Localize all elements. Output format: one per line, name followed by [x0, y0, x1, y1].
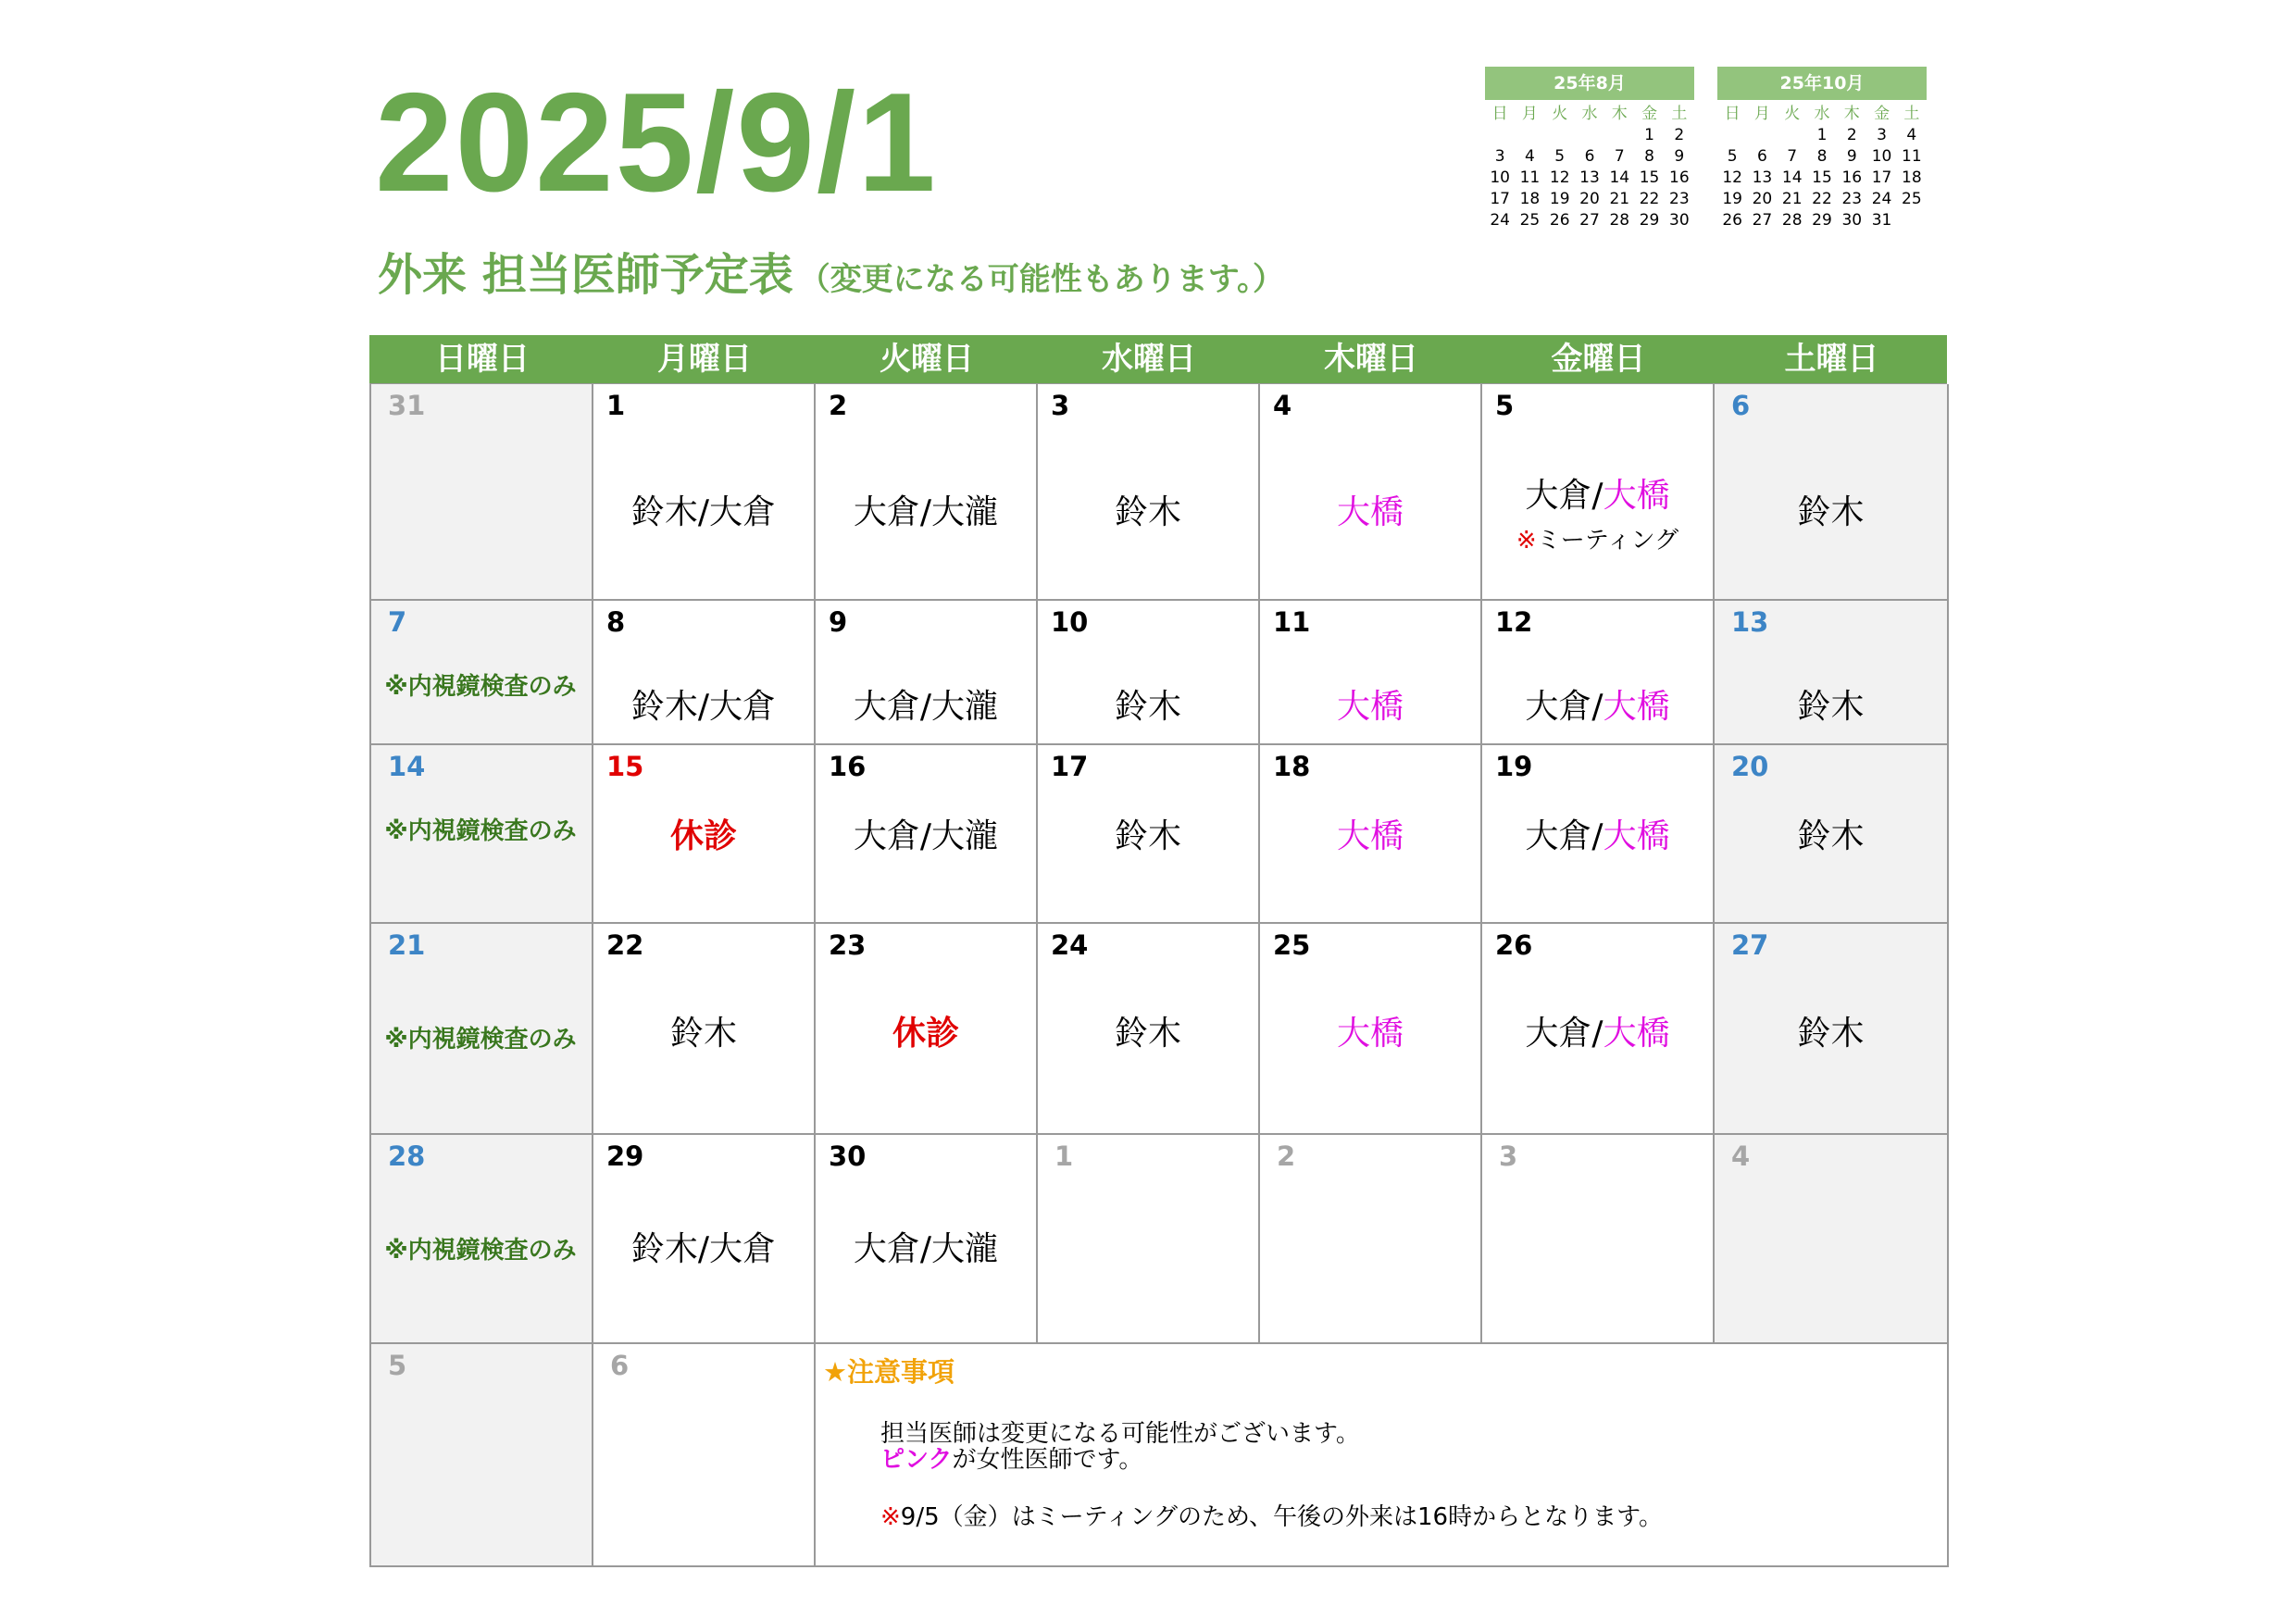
- mini-weekday: 火: [1784, 105, 1801, 123]
- mini-day: 28: [1609, 211, 1630, 230]
- doctor-assignment: [1038, 486, 1258, 533]
- day-number: 26: [1495, 929, 1533, 961]
- mini-day: 17: [1871, 168, 1892, 187]
- calendar-day-cell: [1038, 384, 1260, 601]
- mini-day: 7: [1614, 147, 1625, 166]
- calendar-day-cell: [1260, 745, 1482, 924]
- calendar-day-cell: [816, 745, 1038, 924]
- mini-weekday: 木: [1611, 105, 1628, 123]
- mini-weekday: 月: [1753, 105, 1770, 123]
- weekday-header: [369, 335, 1947, 383]
- mini-weekday: 木: [1843, 105, 1860, 123]
- calendar-day-cell: [1038, 924, 1260, 1135]
- mini-day: 25: [1519, 211, 1541, 230]
- calendar-day-cell: [1715, 745, 1949, 924]
- doctor-name: 鈴木: [1114, 688, 1181, 726]
- mini-day: 7: [1787, 147, 1798, 166]
- notes-line: 担当医師は変更になる可能性がございます。: [880, 1420, 1360, 1448]
- doctor-assignment: [1482, 680, 1713, 728]
- mini-day: [1485, 125, 1515, 146]
- doctor-name: 大橋: [1336, 817, 1404, 855]
- mini-day: 31: [1871, 211, 1892, 230]
- day-number: 4: [1273, 390, 1292, 421]
- calendar-day-cell: [593, 384, 816, 601]
- calendar-day-cell: [1260, 384, 1482, 601]
- mini-day: 27: [1579, 211, 1600, 230]
- doctor-assignment: [1715, 680, 1947, 728]
- doctor-name: 鈴木: [1114, 1015, 1181, 1053]
- calendar-day-cell: [593, 1135, 816, 1344]
- day-number: 19: [1495, 751, 1533, 782]
- doctor-assignment: [1260, 1007, 1480, 1054]
- doctor-name: 鈴木: [1797, 493, 1865, 531]
- calendar-day-cell: [371, 1344, 593, 1567]
- day-number: 17: [1051, 751, 1089, 782]
- mini-day: 24: [1490, 211, 1510, 230]
- notes-panel: [816, 1344, 1949, 1567]
- mini-day: 2: [1674, 126, 1685, 144]
- day-number: 29: [606, 1140, 644, 1172]
- mini-calendar-october: [1717, 67, 1927, 231]
- mini-day: 19: [1722, 190, 1742, 208]
- calendar-day-cell: [1482, 601, 1715, 745]
- calendar-day-cell: [1482, 924, 1715, 1135]
- mini-day: 12: [1722, 168, 1742, 187]
- doctor-name: 鈴木: [1797, 688, 1865, 726]
- doctor-name: 鈴木: [1797, 1015, 1865, 1053]
- calendar-day-cell: [816, 924, 1038, 1135]
- day-number: 27: [1731, 929, 1769, 961]
- mini-day: 9: [1846, 147, 1857, 166]
- day-number: 4: [1731, 1140, 1751, 1172]
- mini-weekday: 火: [1552, 105, 1568, 123]
- weekday-label: 水曜日: [1102, 341, 1196, 378]
- mini-calendar-august: [1485, 67, 1694, 231]
- mini-day: 3: [1494, 147, 1505, 166]
- mini-weekday: 日: [1724, 105, 1741, 123]
- day-number: 7: [388, 606, 407, 638]
- mini-day: 16: [1669, 168, 1690, 187]
- calendar-day-cell: [1715, 1135, 1949, 1344]
- schedule-calendar: [369, 335, 1947, 1567]
- mini-day: 16: [1841, 168, 1863, 187]
- day-number: 6: [1731, 390, 1751, 421]
- doctor-assignment: [1260, 680, 1480, 728]
- doctor-assignment: [593, 680, 814, 728]
- mini-day: 18: [1902, 168, 1922, 187]
- doctor-name: 鈴木: [1114, 817, 1181, 855]
- doctor-assignment: [816, 680, 1036, 728]
- day-number: 3: [1499, 1140, 1518, 1172]
- doctor-name: 大倉/大瀧: [853, 688, 999, 726]
- mini-day: 22: [1812, 190, 1832, 208]
- calendar-day-cell: [371, 601, 593, 745]
- doctor-name: 大橋: [1603, 477, 1670, 515]
- weekday-label: 金曜日: [1551, 341, 1646, 378]
- meeting-text: ミーティング: [1536, 527, 1679, 555]
- mini-day: [1778, 125, 1807, 146]
- doctor-assignment: [1260, 810, 1480, 857]
- mini-calendar-title: 25年10月: [1717, 67, 1927, 100]
- day-number: 5: [388, 1350, 407, 1381]
- mini-day: 10: [1871, 147, 1892, 166]
- day-number: 22: [606, 929, 644, 961]
- day-number: 31: [388, 390, 426, 421]
- doctor-name: 大橋: [1603, 688, 1670, 726]
- doctor-assignment: [816, 1223, 1036, 1270]
- doctor-assignment: [593, 1007, 814, 1054]
- doctor-name: 鈴木: [1797, 817, 1865, 855]
- mini-day: 25: [1902, 190, 1922, 208]
- calendar-day-cell: [593, 745, 816, 924]
- weekday-label: 月曜日: [657, 341, 752, 378]
- doctor-name: 休診: [669, 817, 737, 855]
- mini-day: 11: [1902, 147, 1922, 166]
- change-notice: （変更になる可能性もあります。）: [798, 261, 1284, 298]
- mini-day: 29: [1639, 211, 1660, 230]
- doctor-assignment: [593, 486, 814, 533]
- day-number: 12: [1495, 606, 1533, 638]
- mini-day: 1: [1644, 126, 1654, 144]
- doctor-assignment: [1715, 1007, 1947, 1054]
- calendar-day-cell: [593, 924, 816, 1135]
- doctor-assignment: [1260, 486, 1480, 533]
- notes-line: [880, 1498, 1663, 1532]
- weekday-label: 日曜日: [435, 341, 530, 378]
- doctor-assignment: [1715, 486, 1947, 533]
- mini-day: 21: [1609, 190, 1630, 208]
- day-number: 1: [606, 390, 626, 421]
- doctor-assignment: [1482, 1007, 1713, 1054]
- day-number: 13: [1731, 606, 1769, 638]
- mini-day: 26: [1722, 211, 1742, 230]
- calendar-day-cell: [1260, 924, 1482, 1135]
- doctor-name: 大倉/: [1525, 477, 1603, 515]
- mini-day: 30: [1841, 211, 1863, 230]
- day-number: 28: [388, 1140, 426, 1172]
- mini-day: 3: [1877, 126, 1887, 144]
- mini-day: 21: [1781, 190, 1803, 208]
- calendar-day-cell: [371, 1135, 593, 1344]
- mini-day: 4: [1525, 147, 1535, 166]
- endoscopy-note: ※内視鏡検査のみ: [384, 1026, 577, 1053]
- doctor-name: 大橋: [1336, 1015, 1404, 1053]
- doctor-name: 鈴木/大倉: [630, 688, 777, 726]
- doctor-assignment: [1038, 1007, 1258, 1054]
- doctor-name: 鈴木/大倉: [630, 493, 777, 531]
- notice-mark: ※: [880, 1503, 901, 1531]
- mini-day: 29: [1812, 211, 1832, 230]
- schedule-title: 外来 担当医師予定表: [378, 249, 793, 301]
- mini-day: 4: [1906, 126, 1917, 144]
- mini-day: [1515, 125, 1544, 146]
- day-number: 15: [606, 751, 644, 782]
- doctor-name: 大橋: [1336, 688, 1404, 726]
- calendar-day-cell: [1038, 745, 1260, 924]
- page-title: [378, 239, 1284, 303]
- weekday-label: 土曜日: [1784, 341, 1879, 378]
- notes-text: が女性医師です。: [952, 1446, 1143, 1474]
- calendar-day-cell: [1482, 384, 1715, 601]
- mini-day: 6: [1584, 147, 1595, 166]
- mini-weekday: 日: [1491, 105, 1508, 123]
- calendar-day-cell: [816, 601, 1038, 745]
- calendar-day-cell: [1715, 601, 1949, 745]
- calendar-day-cell: [816, 1135, 1038, 1344]
- day-number: 5: [1495, 390, 1515, 421]
- mini-weekday: 月: [1521, 105, 1538, 123]
- mini-day: 20: [1579, 190, 1600, 208]
- mini-day: 20: [1752, 190, 1773, 208]
- endoscopy-note: ※内視鏡検査のみ: [384, 673, 577, 701]
- doctor-name: 休診: [892, 1015, 959, 1053]
- mini-day: 5: [1554, 147, 1566, 166]
- mini-day: 2: [1846, 126, 1857, 144]
- mini-day: 13: [1579, 168, 1600, 187]
- doctor-name: 大倉/: [1525, 817, 1603, 855]
- notes-line: [880, 1440, 1142, 1475]
- doctor-name: 大倉/大瀧: [853, 1230, 999, 1268]
- mini-day: 15: [1639, 168, 1660, 187]
- calendar-grid: [369, 383, 1947, 1567]
- day-number: 16: [829, 751, 867, 782]
- mini-day: [1717, 125, 1747, 146]
- calendar-day-cell: [816, 384, 1038, 601]
- doctor-assignment: [1482, 810, 1713, 857]
- page-date: 2025/9/1: [375, 64, 938, 221]
- day-number: 23: [829, 929, 867, 961]
- day-number: 1: [1054, 1140, 1074, 1172]
- mini-day: 18: [1519, 190, 1541, 208]
- mini-day: 24: [1871, 190, 1892, 208]
- mini-day: 26: [1549, 211, 1570, 230]
- mini-day: 17: [1490, 190, 1510, 208]
- calendar-day-cell: [1038, 601, 1260, 745]
- doctor-name: 大橋: [1603, 1015, 1670, 1053]
- mini-day: 14: [1781, 168, 1803, 187]
- mini-day: 11: [1519, 168, 1541, 187]
- doctor-name: 大倉/大瀧: [853, 817, 999, 855]
- day-number: 24: [1051, 929, 1089, 961]
- mini-weekday: 水: [1814, 105, 1830, 123]
- doctor-name: 鈴木: [1114, 493, 1181, 531]
- doctor-assignment: [1715, 810, 1947, 857]
- mini-day: 30: [1669, 211, 1690, 230]
- notes-text: 9/5（金）はミーティングのため、午後の外来は16時からとなります。: [900, 1503, 1664, 1531]
- mini-day: 6: [1757, 147, 1767, 166]
- mini-day: 13: [1752, 168, 1773, 187]
- mini-day: 15: [1812, 168, 1832, 187]
- mini-day: 19: [1549, 190, 1570, 208]
- meeting-mark: ※: [1516, 527, 1537, 555]
- day-number: 8: [606, 606, 626, 638]
- day-number: 2: [1277, 1140, 1296, 1172]
- mini-day: 14: [1609, 168, 1630, 187]
- mini-day: 8: [1816, 147, 1828, 166]
- notes-title: ★注意事項: [823, 1356, 955, 1388]
- day-number: 11: [1273, 606, 1311, 638]
- mini-day: 22: [1639, 190, 1660, 208]
- day-number: 14: [388, 751, 426, 782]
- mini-day: 1: [1816, 126, 1828, 144]
- calendar-day-cell: [371, 924, 593, 1135]
- day-number: 20: [1731, 751, 1769, 782]
- weekday-label: 木曜日: [1324, 341, 1418, 378]
- day-number: 10: [1051, 606, 1089, 638]
- mini-day: 10: [1490, 168, 1510, 187]
- mini-weekday: 土: [1903, 105, 1920, 123]
- calendar-day-cell: [1260, 601, 1482, 745]
- mini-day: 27: [1752, 211, 1773, 230]
- mini-day: [1747, 125, 1777, 146]
- mini-weekday: 金: [1641, 105, 1658, 123]
- mini-day: 9: [1674, 147, 1685, 166]
- day-number: 2: [829, 390, 848, 421]
- day-number: 18: [1273, 751, 1311, 782]
- weekday-label: 火曜日: [880, 341, 974, 378]
- mini-day: 12: [1549, 168, 1570, 187]
- calendar-day-cell: [1260, 1135, 1482, 1344]
- calendar-day-cell: [593, 601, 816, 745]
- doctor-name: 大橋: [1603, 817, 1670, 855]
- day-number: 3: [1051, 390, 1070, 421]
- doctor-name: 鈴木/大倉: [630, 1230, 777, 1268]
- doctor-assignment: [816, 1007, 1036, 1054]
- endoscopy-note: ※内視鏡検査のみ: [384, 817, 577, 845]
- day-number: 25: [1273, 929, 1311, 961]
- day-number: 9: [829, 606, 848, 638]
- day-number: 30: [829, 1140, 867, 1172]
- endoscopy-note: ※内視鏡検査のみ: [384, 1237, 577, 1265]
- calendar-day-cell: [1715, 384, 1949, 601]
- mini-day: [1604, 125, 1634, 146]
- doctor-assignment: [593, 810, 814, 857]
- doctor-assignment: [1038, 810, 1258, 857]
- mini-day: [1545, 125, 1575, 146]
- calendar-day-cell: [1482, 1135, 1715, 1344]
- doctor-assignment: [593, 1223, 814, 1270]
- calendar-day-cell: [1482, 745, 1715, 924]
- mini-weekday: 水: [1581, 105, 1598, 123]
- doctor-assignment: [816, 486, 1036, 533]
- doctor-name: 鈴木: [669, 1015, 737, 1053]
- mini-day: 28: [1781, 211, 1803, 230]
- mini-day: 8: [1644, 147, 1654, 166]
- doctor-assignment: [816, 810, 1036, 857]
- mini-day: 5: [1727, 147, 1738, 166]
- meeting-note: [1482, 521, 1713, 555]
- mini-weekday: 金: [1874, 105, 1890, 123]
- mini-calendar-title: 25年8月: [1485, 67, 1694, 100]
- doctor-name: 大橋: [1336, 493, 1404, 531]
- calendar-day-cell: [371, 745, 593, 924]
- calendar-day-cell: [1038, 1135, 1260, 1344]
- mini-weekday: 土: [1671, 105, 1688, 123]
- day-number: 6: [610, 1350, 630, 1381]
- mini-day: 23: [1669, 190, 1690, 208]
- mini-day: 23: [1841, 190, 1863, 208]
- doctor-assignment: [1038, 680, 1258, 728]
- calendar-day-cell: [593, 1344, 816, 1567]
- doctor-assignment: [1482, 469, 1713, 517]
- doctor-name: 大倉/: [1525, 688, 1603, 726]
- female-doctor-label: ピンク: [880, 1446, 953, 1474]
- calendar-day-cell: [1715, 924, 1949, 1135]
- doctor-name: 大倉/大瀧: [853, 493, 999, 531]
- calendar-day-cell: [371, 384, 593, 601]
- mini-day: [1575, 125, 1604, 146]
- doctor-name: 大倉/: [1525, 1015, 1603, 1053]
- day-number: 21: [388, 929, 426, 961]
